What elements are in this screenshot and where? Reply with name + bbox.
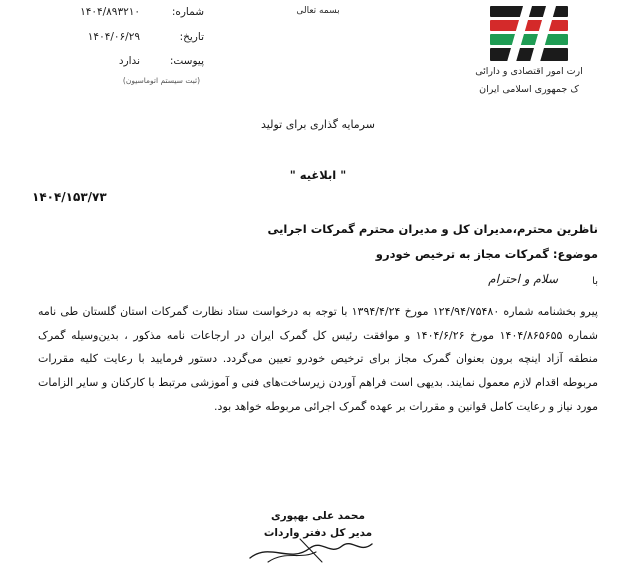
logo-text-line-1: ارت امور اقتصادی و دارائی [475,66,583,77]
circular-number: ۱۴۰۴/۱۵۳/۷۳ [32,190,107,204]
document-meta-block [14,6,204,85]
salutation-label: با [592,276,598,287]
signatory-title: مدیر کل دفتر واردات [263,526,373,539]
signature-block [0,508,636,542]
signatory-name: محمد علی بهپوری [271,510,365,522]
meta-row-attachment [14,55,204,68]
meta-row-date [14,31,204,44]
meta-label-number: شماره: [171,6,204,18]
page-title: " ابلاغیه " [289,168,347,182]
addressee-line: ناظرین محترم،مدیران کل و مدیران محترم گمرکات اجرایی [267,222,598,236]
letter-body [38,300,598,422]
meta-row-number [14,6,204,19]
bismillah-text: بسمه تعالی [296,6,340,16]
meta-value-number: ۱۴۰۴/۸۹۳۲۱۰ [80,6,140,18]
meta-value-date: ۱۴۰۴/۰۶/۲۹ [87,30,140,43]
salutation-script: سلام و احترام [488,272,558,286]
organization-logo-block [444,6,614,97]
year-slogan: سرمایه گذاری برای تولید [261,118,375,131]
meta-label-date: تاریخ: [179,30,204,43]
document-header [0,0,636,120]
subject-line: موضوع: گمرکات مجاز به ترخیص خودرو [375,247,598,261]
iran-customs-logo-icon [490,6,568,62]
meta-label-attachment: پیوست: [169,55,204,68]
logo-text-line-2: ک جمهوری اسلامی ایران [479,83,579,95]
automation-system-note: (ثبت سیستم اتوماسیون) [122,75,200,85]
meta-value-attachment: ندارد [118,55,140,68]
letter-paragraph: پیرو بخشنامه شماره ۱۲۴/۹۴/۷۵۴۸۰ مورخ ۱۳۹۴/۴/۲۴ با توجه به درخواست ستاد نظارت گمرکات استان گلستان طی نامه شماره ۱۴۰۴/۸۶۵۶۵۵ مورخ ۱۴۰۴/۶/۲۶ و موافقت رئیس کل گمرک ایران در ارجاعات نامه مذکور ، بدین‌وسیله گمرک منطقه آزاد اینچه برون بعنوان گمرک مجاز برای ترخیص خودرو تعیین می‌گردد. دستور فرمایید با رعایت کلیه مقررات مربوطه اقدام لازم معمول نمایند. بدیهی است فراهم آوردن زیرساخت‌های فنی و آموزشی مرتبط با کارکنان و سایر الزامات مورد نیاز و رعایت کامل قوانین و مقررات بر عهده گمرک اجرائی مربوطه خواهد بود. [38,305,598,413]
